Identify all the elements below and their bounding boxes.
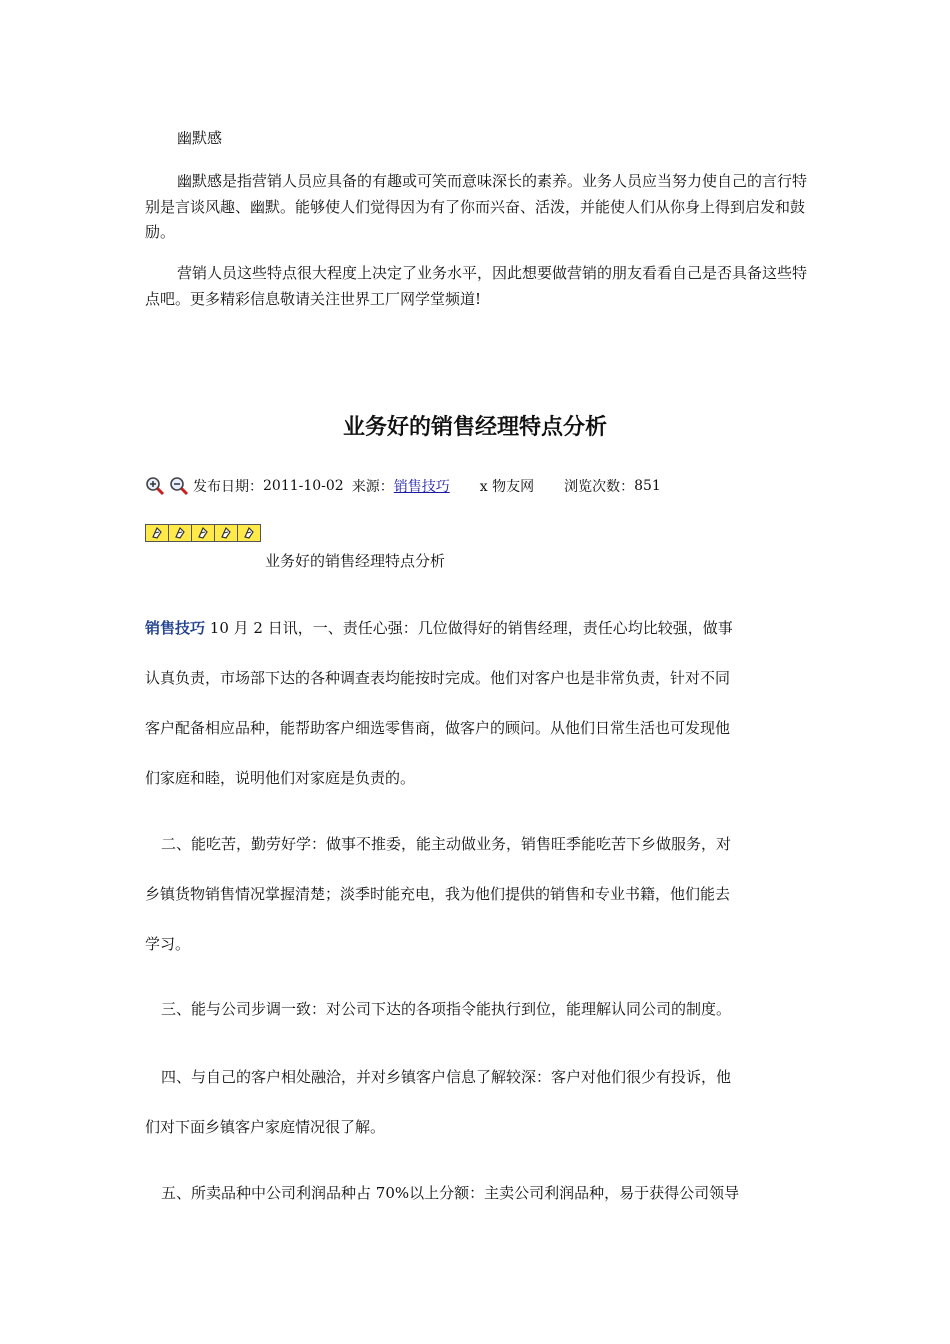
body-line: 学习。: [145, 935, 191, 953]
section-heading: 幽默感: [177, 129, 223, 147]
body-line: 认真负责，市场部下达的各种调查表均能按时完成。他们对客户也是非常负责，针对不同: [145, 669, 731, 687]
publish-date: 2011-10-02: [263, 478, 344, 494]
article-subtitle: 业务好的销售经理特点分析: [265, 552, 446, 570]
body-line: 四、与自己的客户相处融洽，并对乡镇客户信息了解较深：客户对他们很少有投诉，他: [161, 1068, 732, 1086]
views-count: 851: [634, 478, 661, 494]
site-name: x 物友网: [479, 479, 535, 495]
source-link[interactable]: 销售技巧: [393, 479, 450, 495]
zoom-out-icon[interactable]: [169, 476, 189, 496]
paragraph-humor: 幽默感是指营销人员应具备的有趣或可笑而意味深长的素养。业务人员应当努力使自己的言行特别是言谈风趣、幽默。能够使人们觉得因为有了你而兴奋、活泼，并能使人们从你身上得到启发和鼓励。: [145, 172, 808, 241]
date-label: 发布日期：: [193, 479, 263, 495]
rating-star-icon: [146, 525, 169, 541]
body-line: 五、所卖品种中公司利润品种占 70%以上分额：主卖公司利润品种，易于获得公司领导: [161, 1184, 740, 1202]
body-line: 们对下面乡镇客户家庭情况很了解。: [145, 1118, 386, 1136]
article-title: 业务好的销售经理特点分析: [342, 415, 607, 440]
views-label: 浏览次数：: [564, 479, 635, 495]
keyword-label: 销售技巧: [145, 619, 206, 637]
rating-star-icon: [215, 525, 238, 541]
body-line: 客户配备相应品种，能帮助客户细选零售商，做客户的顾问。从他们日常生活也可发现他: [145, 719, 731, 737]
paragraph-summary: 营销人员这些特点很大程度上决定了业务水平，因此想要做营销的朋友看看自己是否具备这些特点吧。更多精彩信息敬请关注世界工厂网学堂频道!: [145, 264, 808, 308]
rating-star-icon: [169, 525, 192, 541]
zoom-in-icon[interactable]: [145, 476, 165, 496]
body-line: 乡镇货物销售情况掌握清楚；淡季时能充电，我为他们提供的销售和专业书籍，他们能去: [145, 885, 731, 903]
article-meta: [145, 476, 661, 496]
rating-stars: [145, 524, 261, 542]
body-line: 销售技巧 10 月 2 日讯，一、责任心强：几位做得好的销售经理，责任心均比较强，做事: [145, 619, 733, 637]
body-line: 们家庭和睦，说明他们对家庭是负责的。: [145, 769, 416, 787]
body-line: 三、能与公司步调一致：对公司下达的各项指令能执行到位，能理解认同公司的制度。: [161, 1000, 732, 1018]
body-line: 二、能吃苦，勤劳好学：做事不推委，能主动做业务，销售旺季能吃苦下乡做服务，对: [161, 835, 732, 853]
rating-star-icon: [238, 525, 260, 541]
rating-star-icon: [192, 525, 215, 541]
source-label: 来源：: [351, 479, 394, 495]
